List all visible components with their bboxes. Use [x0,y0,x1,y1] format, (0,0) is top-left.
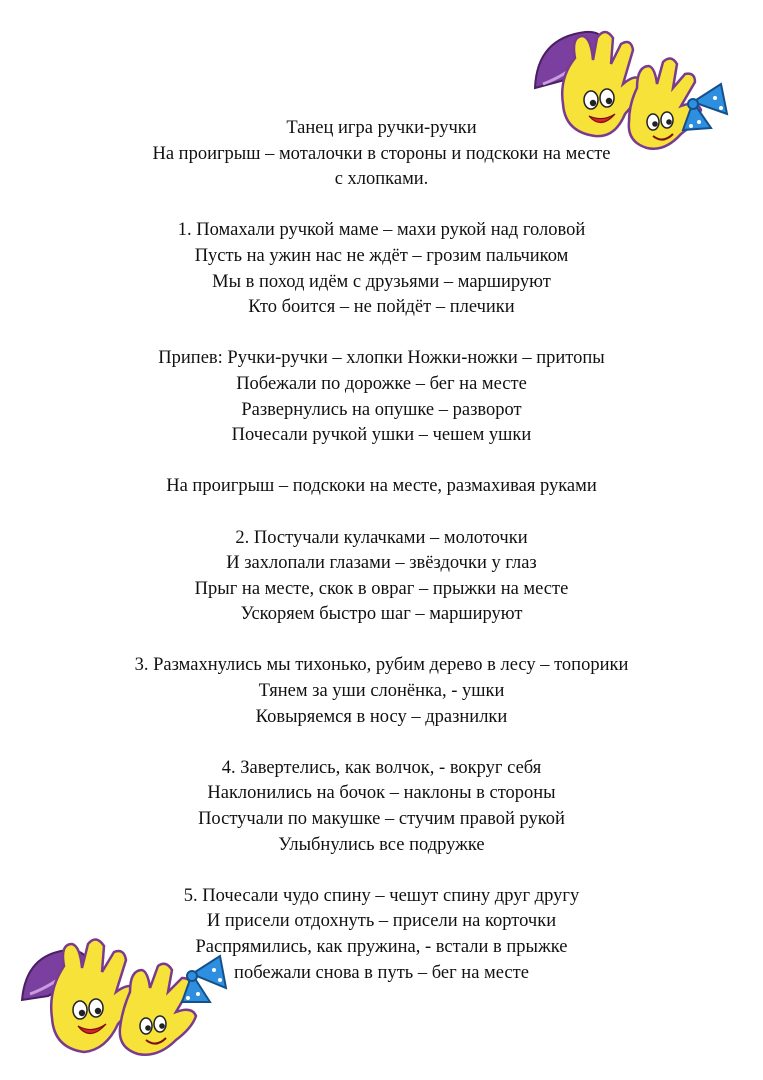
stanza-line: Тянем за уши слонёнка, - ушки [258,681,505,702]
stanza-line: 4. Завертелись, как волчок, - вокруг себя [221,757,542,778]
stanza-line: побежали снова в путь – бег на месте [234,962,529,983]
stanza-line: Наклонились на бочок – наклоны в стороны [207,783,556,804]
stanza-line: И захлопали глазами – звёздочки у глаз [226,553,537,574]
stanza-line: 2. Постучали кулачками – молоточки [235,527,528,548]
stanza-line: Прыг на месте, скок в овраг – прыжки на месте [194,578,569,599]
chorus-line: Почесали ручкой ушки – чешем ушки [231,425,532,446]
stanza-line: И присели отдохнуть – присели на корточки [206,911,557,932]
stanza-line: Кто боится – не пойдёт – плечики [248,297,515,318]
chorus-line: Развернулись на опушке – разворот [241,399,522,420]
stanza-line: Постучали по макушке – стучим правой рукой [198,809,565,830]
intro-text: На проигрыш – моталочки в стороны и подскоки на месте с хлопками. [152,143,611,190]
interlude-line: На проигрыш – подскоки на месте, размахивая руками [166,476,597,497]
stanza-line: Ускоряем быстро шаг – маршируют [240,604,523,625]
stanza-line: 3. Размахнулись мы тихонько, рубим дерево в лесу – топорики [134,655,629,676]
lyrics-text [0,116,763,986]
stanza-line: Ковыряемся в носу – дразнилки [255,706,508,727]
stanza-line: 5. Почесали чудо спину – чешут спину друг другу [183,885,580,906]
stanza-line: 1. Помахали ручкой маме – махи рукой над головой [177,220,586,241]
cartoon-hands-icon [18,930,238,1060]
chorus-line: Побежали по дорожке – бег на месте [236,373,527,394]
stanza-line: Пусть на ужин нас не ждёт – грозим пальчиком [194,245,569,266]
stanza-line: Распрямились, как пружина, - встали в прыжке [195,937,568,957]
document-title: Танец игра ручки-ручки [286,118,477,138]
stanza-line: Улыбнулись все подружке [278,834,485,855]
chorus-line: Припев: Ручки-ручки – хлопки Ножки-ножки – притопы [158,348,605,369]
stanza-line: Мы в поход идём с друзьями – маршируют [212,271,551,292]
